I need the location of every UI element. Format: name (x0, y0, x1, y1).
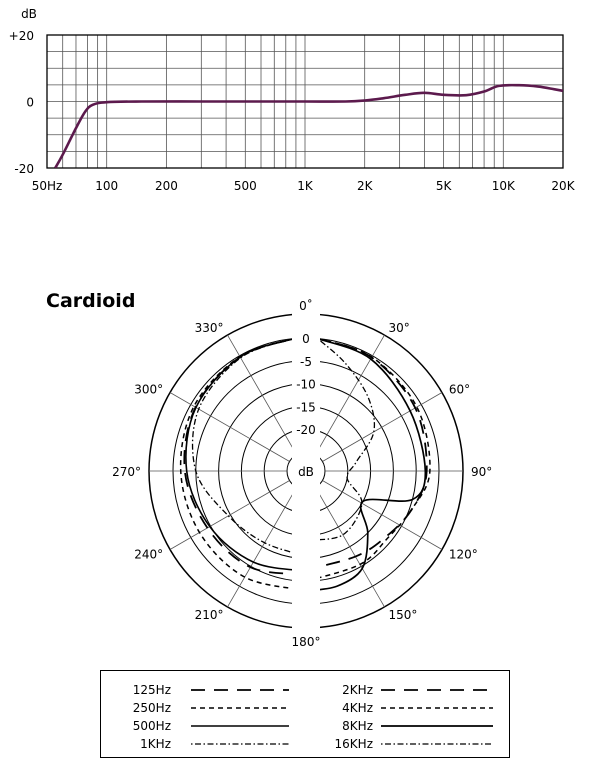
polar-curve-500hz (186, 339, 306, 572)
x-tick-label: 2K (356, 179, 373, 193)
angle-label: 150° (388, 607, 418, 622)
radial-tick-label: -20 (296, 423, 316, 438)
frequency-response-chart (0, 0, 612, 210)
angle-label: 60° (448, 382, 471, 397)
x-tick-label: 1K (297, 179, 313, 193)
angle-label: 120° (448, 547, 478, 562)
y-axis-label: dB (21, 7, 37, 21)
polar-spoke (228, 335, 297, 455)
radial-tick-label: -5 (300, 354, 312, 369)
radial-tick-label: -10 (296, 377, 316, 392)
radial-tick-label: -15 (296, 400, 316, 415)
angle-label: 300° (134, 382, 164, 397)
polar-spoke (228, 487, 297, 607)
angle-label: 210° (194, 607, 224, 622)
x-tick-label: 500 (233, 179, 257, 193)
legend-label: 16KHz (334, 737, 373, 751)
legend-label: 4KHz (342, 701, 373, 715)
polar-curve-125hz (184, 339, 306, 575)
angle-label: 270° (112, 465, 141, 479)
x-tick-label: 20K (551, 179, 575, 193)
x-tick-label: 50Hz (31, 179, 63, 193)
polar-curve-250hz (181, 339, 306, 591)
x-tick-label: 10K (491, 179, 515, 193)
y-tick-label: 0 (26, 95, 34, 110)
frequency-response-line (55, 85, 563, 168)
angle-label: 90° (471, 465, 493, 479)
y-tick-label: -20 (14, 162, 34, 176)
x-tick-label: 100 (95, 179, 119, 193)
y-tick-label: +20 (8, 29, 34, 43)
angle-label: 180° (291, 635, 321, 649)
legend-label: 125Hz (132, 683, 171, 697)
polar-spoke (170, 481, 290, 550)
polar-curve-2khz (306, 339, 427, 570)
radial-axis-label: dB (298, 465, 314, 479)
legend-box (100, 670, 510, 758)
x-tick-label: 5K (435, 179, 452, 193)
angle-label: 30° (388, 321, 410, 336)
polar-spoke (322, 481, 442, 550)
legend (101, 671, 511, 759)
legend-label: 8KHz (342, 719, 373, 733)
angle-label: 330° (194, 321, 224, 336)
polar-pattern-chart (0, 285, 612, 660)
x-tick-label: 200 (154, 179, 178, 193)
polar-spoke (170, 393, 290, 462)
legend-label: 1KHz (140, 737, 171, 751)
polar-pattern-title: Cardioid (46, 290, 136, 312)
polar-spoke (316, 335, 385, 455)
angle-label: 0˚ (299, 299, 313, 313)
angle-label: 240° (134, 547, 164, 562)
legend-label: 2KHz (342, 683, 373, 697)
legend-label: 500Hz (132, 719, 171, 733)
legend-label: 250Hz (132, 701, 171, 715)
radial-tick-label: 0 (302, 332, 310, 346)
